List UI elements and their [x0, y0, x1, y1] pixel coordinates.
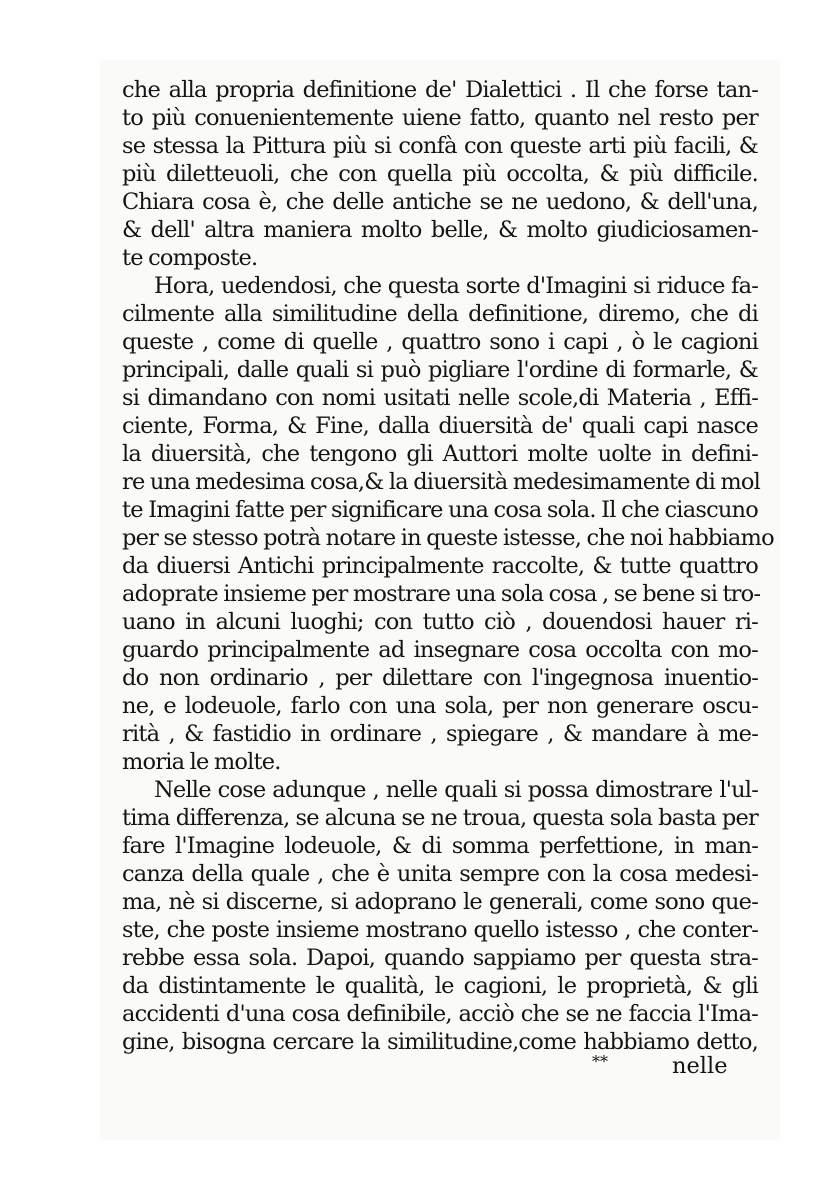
text-line: rebbe essa sola. Dapoi, quando sappiamo per questa stra-: [122, 945, 758, 971]
text-line: moria le molte.: [122, 749, 281, 775]
text-line: cilmente alla similitudine della definitione, diremo, che di: [122, 301, 758, 327]
signature-mark: **: [592, 1052, 608, 1071]
text-line: re una medesima cosa,& la diuersità medesimamente di mol: [122, 469, 761, 495]
text-line: adoprate insieme per mostrare una sola cosa , se bene si tro-: [122, 581, 761, 607]
text-line: & dell' altra maniera molto belle, & molto giudiciosamen-: [122, 217, 758, 243]
text-line: tima differenza, se alcuna se ne troua, questa sola basta per: [122, 805, 758, 831]
footer-line: [122, 1052, 758, 1080]
text-line: si dimandano con nomi usitati nelle scole,di Materia , Effi-: [122, 385, 758, 411]
text-line: ne, e lodeuole, farlo con una sola, per non generare oscu-: [122, 693, 758, 719]
body-text: [122, 76, 774, 1056]
text-line: da distintamente le qualità, le cagioni, le proprietà, & gli: [122, 973, 758, 999]
text-line: do non ordinario , per dilettare con l'ingegnosa inuentio-: [122, 665, 758, 691]
text-line: gine, bisogna cercare la similitudine,come habbiamo detto,: [122, 1029, 758, 1055]
text-line: ste, che poste insieme mostrano quello istesso , che conter-: [122, 917, 758, 943]
text-line: canza della quale , che è unita sempre con la cosa medesi-: [122, 861, 758, 887]
text-line: fare l'Imagine lodeuole, & di somma perfettione, in man-: [122, 833, 758, 859]
text-line: Hora, uedendosi, che questa sorte d'Imagini si riduce fa-: [154, 273, 758, 299]
text-line: Nelle cose adunque , nelle quali si possa dimostrare l'ul-: [154, 777, 758, 803]
text-line: per se stesso potrà notare in queste istesse, che noi habbiamo: [122, 525, 774, 551]
text-line: te Imagini fatte per significare una cosa sola. Il che ciascuno: [122, 497, 758, 523]
text-line: Chiara cosa è, che delle antiche se ne uedono, & dell'una,: [122, 189, 758, 215]
text-line: accidenti d'una cosa definibile, acciò che se ne faccia l'Ima-: [122, 1001, 758, 1027]
catchword: nelle: [672, 1053, 728, 1079]
text-line: la diuersità, che tengono gli Auttori molte uolte in defini-: [122, 441, 758, 467]
text-line: se stessa la Pittura più si confà con queste arti più facili, &: [122, 133, 758, 159]
text-line: te composte.: [122, 245, 258, 271]
text-line: ma, nè si discerne, si adoprano le generali, come sono que-: [122, 889, 758, 915]
text-line: rità , & fastidio in ordinare , spiegare , & mandare à me-: [122, 721, 758, 747]
text-line: guardo principalmente ad insegnare cosa occolta con mo-: [122, 637, 758, 663]
text-line: che alla propria definitione de' Dialettici . Il che forse tan-: [122, 77, 758, 103]
text-line: uano in alcuni luoghi; con tutto ciò , douendosi hauer ri-: [122, 609, 758, 635]
text-line: più diletteuoli, che con quella più occolta, & più difficile.: [122, 161, 758, 187]
text-line: queste , come di quelle , quattro sono i capi , ò le cagioni: [122, 329, 758, 355]
text-line: ciente, Forma, & Fine, dalla diuersità de' quali capi nasce: [122, 413, 758, 439]
text-line: principali, dalle quali si può pigliare l'ordine di formarle, &: [122, 357, 758, 383]
text-line: to più conuenientemente uiene fatto, quanto nel resto per: [122, 105, 758, 131]
text-line: da diuersi Antichi principalmente raccolte, & tutte quattro: [122, 553, 758, 579]
